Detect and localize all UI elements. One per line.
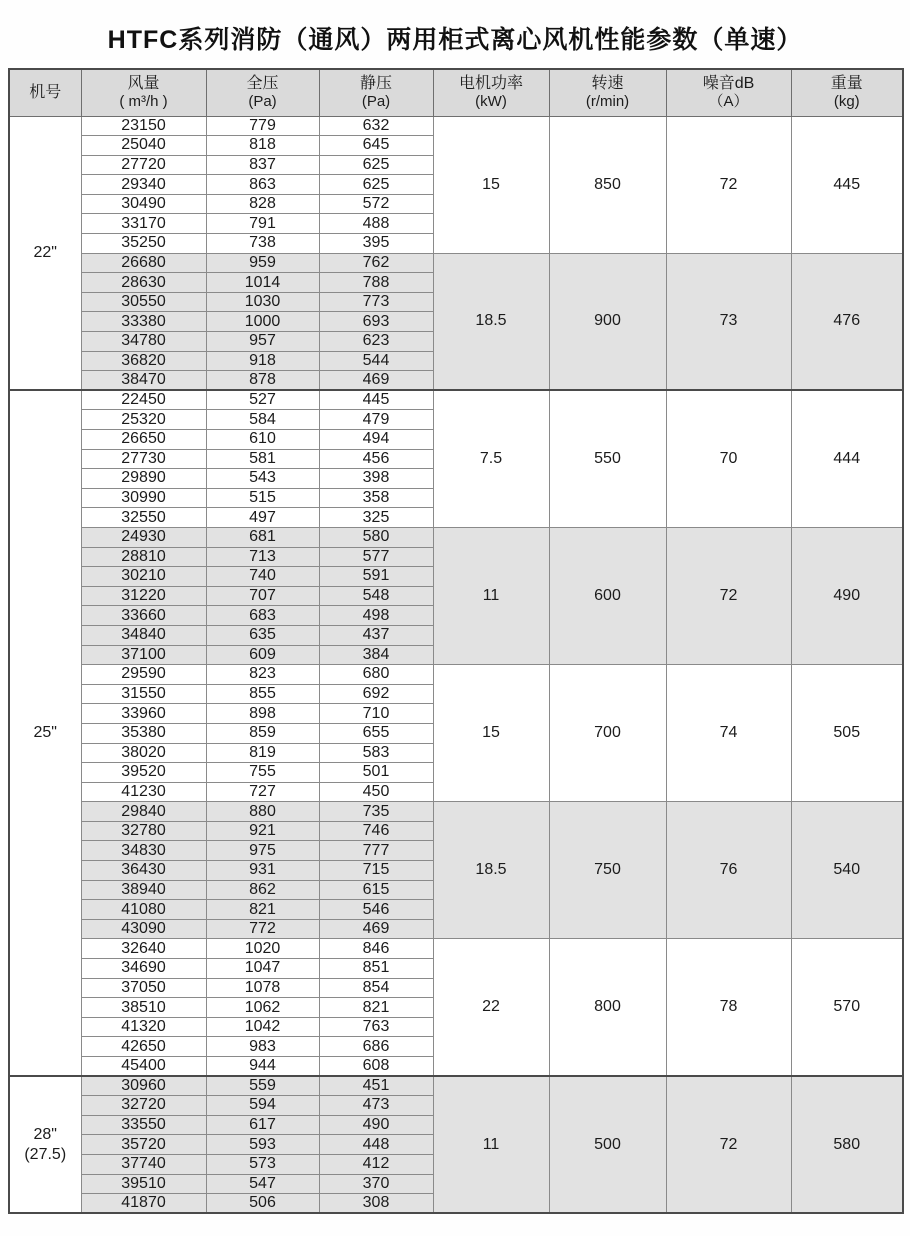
airflow-cell: 35720 xyxy=(81,1135,206,1155)
airflow-cell: 30490 xyxy=(81,194,206,214)
total-pressure-cell: 828 xyxy=(206,194,319,214)
header-row xyxy=(9,69,903,116)
airflow-cell: 29340 xyxy=(81,175,206,195)
table-row xyxy=(9,527,903,547)
total-pressure-cell: 755 xyxy=(206,763,319,783)
static-pressure-cell: 469 xyxy=(319,371,433,391)
model-label-line: 22" xyxy=(33,243,57,261)
page-title: HTFC系列消防（通风）两用柜式离心风机性能参数（单速） xyxy=(107,26,803,54)
power-cell: 15 xyxy=(433,116,549,253)
total-pressure-cell: 931 xyxy=(206,861,319,881)
column-header-total-pressure xyxy=(206,69,319,116)
airflow-cell: 29890 xyxy=(81,469,206,489)
table-row xyxy=(9,253,903,273)
static-pressure-cell: 632 xyxy=(319,116,433,136)
speed-cell: 850 xyxy=(549,116,666,253)
static-pressure-cell: 686 xyxy=(319,1037,433,1057)
column-header-static-pressure-unit: (Pa) xyxy=(361,93,391,111)
airflow-cell: 39520 xyxy=(81,763,206,783)
total-pressure-cell: 819 xyxy=(206,743,319,763)
airflow-cell: 30550 xyxy=(81,292,206,312)
column-header-weight-label: 重量 xyxy=(830,75,863,93)
airflow-cell: 41870 xyxy=(81,1194,206,1214)
total-pressure-cell: 957 xyxy=(206,332,319,352)
airflow-cell: 32780 xyxy=(81,821,206,841)
airflow-cell: 30960 xyxy=(81,1076,206,1096)
table-header xyxy=(9,69,903,116)
static-pressure-cell: 615 xyxy=(319,880,433,900)
airflow-cell: 24930 xyxy=(81,527,206,547)
airflow-cell: 36820 xyxy=(81,351,206,371)
static-pressure-cell: 715 xyxy=(319,861,433,881)
column-header-power-label: 电机功率 xyxy=(458,75,523,93)
column-header-model-label: 机号 xyxy=(29,84,62,102)
table-row xyxy=(9,665,903,685)
total-pressure-cell: 1020 xyxy=(206,939,319,959)
static-pressure-cell: 623 xyxy=(319,332,433,352)
total-pressure-cell: 959 xyxy=(206,253,319,273)
column-header-weight-unit: (kg) xyxy=(833,93,860,111)
total-pressure-cell: 983 xyxy=(206,1037,319,1057)
model-label-line: 25" xyxy=(33,724,57,742)
static-pressure-cell: 583 xyxy=(319,743,433,763)
weight-cell: 490 xyxy=(791,527,903,664)
airflow-cell: 35250 xyxy=(81,234,206,254)
total-pressure-cell: 584 xyxy=(206,410,319,430)
airflow-cell: 25320 xyxy=(81,410,206,430)
static-pressure-cell: 577 xyxy=(319,547,433,567)
static-pressure-cell: 548 xyxy=(319,586,433,606)
noise-cell: 73 xyxy=(666,253,791,390)
static-pressure-cell: 370 xyxy=(319,1174,433,1194)
noise-cell: 76 xyxy=(666,802,791,939)
airflow-cell: 36430 xyxy=(81,861,206,881)
airflow-cell: 27720 xyxy=(81,155,206,175)
airflow-cell: 29840 xyxy=(81,802,206,822)
airflow-cell: 25040 xyxy=(81,136,206,156)
static-pressure-cell: 625 xyxy=(319,175,433,195)
total-pressure-cell: 1078 xyxy=(206,978,319,998)
power-cell: 15 xyxy=(433,665,549,802)
power-cell: 7.5 xyxy=(433,390,549,527)
total-pressure-cell: 898 xyxy=(206,704,319,724)
total-pressure-cell: 821 xyxy=(206,900,319,920)
total-pressure-cell: 944 xyxy=(206,1057,319,1077)
static-pressure-cell: 608 xyxy=(319,1057,433,1077)
model-cell xyxy=(9,390,81,1076)
airflow-cell: 39510 xyxy=(81,1174,206,1194)
static-pressure-cell: 451 xyxy=(319,1076,433,1096)
airflow-cell: 31220 xyxy=(81,586,206,606)
static-pressure-cell: 488 xyxy=(319,214,433,234)
total-pressure-cell: 515 xyxy=(206,488,319,508)
static-pressure-cell: 777 xyxy=(319,841,433,861)
total-pressure-cell: 1062 xyxy=(206,998,319,1018)
column-header-speed xyxy=(549,69,666,116)
total-pressure-cell: 543 xyxy=(206,469,319,489)
total-pressure-cell: 863 xyxy=(206,175,319,195)
total-pressure-cell: 727 xyxy=(206,782,319,802)
airflow-cell: 23150 xyxy=(81,116,206,136)
speed-cell: 900 xyxy=(549,253,666,390)
total-pressure-cell: 527 xyxy=(206,390,319,410)
column-header-total-pressure-label: 全压 xyxy=(246,75,279,93)
static-pressure-cell: 448 xyxy=(319,1135,433,1155)
airflow-cell: 43090 xyxy=(81,919,206,939)
power-cell: 11 xyxy=(433,527,549,664)
airflow-cell: 35380 xyxy=(81,723,206,743)
static-pressure-cell: 494 xyxy=(319,430,433,450)
noise-cell: 70 xyxy=(666,390,791,527)
noise-cell: 74 xyxy=(666,665,791,802)
speed-cell: 750 xyxy=(549,802,666,939)
static-pressure-cell: 851 xyxy=(319,959,433,979)
noise-cell: 78 xyxy=(666,939,791,1076)
airflow-cell: 32720 xyxy=(81,1096,206,1116)
static-pressure-cell: 625 xyxy=(319,155,433,175)
total-pressure-cell: 779 xyxy=(206,116,319,136)
model-label-line: (27.5) xyxy=(24,1145,67,1163)
total-pressure-cell: 738 xyxy=(206,234,319,254)
static-pressure-cell: 854 xyxy=(319,978,433,998)
table-body xyxy=(9,116,903,1213)
total-pressure-cell: 862 xyxy=(206,880,319,900)
airflow-cell: 33660 xyxy=(81,606,206,626)
total-pressure-cell: 609 xyxy=(206,645,319,665)
total-pressure-cell: 547 xyxy=(206,1174,319,1194)
total-pressure-cell: 1047 xyxy=(206,959,319,979)
static-pressure-cell: 735 xyxy=(319,802,433,822)
total-pressure-cell: 581 xyxy=(206,449,319,469)
airflow-cell: 33170 xyxy=(81,214,206,234)
column-header-speed-unit: (r/min) xyxy=(585,93,630,111)
static-pressure-cell: 445 xyxy=(319,390,433,410)
static-pressure-cell: 762 xyxy=(319,253,433,273)
static-pressure-cell: 358 xyxy=(319,488,433,508)
airflow-cell: 33380 xyxy=(81,312,206,332)
static-pressure-cell: 580 xyxy=(319,527,433,547)
static-pressure-cell: 773 xyxy=(319,292,433,312)
static-pressure-cell: 821 xyxy=(319,998,433,1018)
table-row xyxy=(9,1076,903,1096)
total-pressure-cell: 918 xyxy=(206,351,319,371)
static-pressure-cell: 788 xyxy=(319,273,433,293)
static-pressure-cell: 498 xyxy=(319,606,433,626)
power-cell: 18.5 xyxy=(433,802,549,939)
noise-cell: 72 xyxy=(666,116,791,253)
column-header-power-unit: (kW) xyxy=(475,93,507,111)
airflow-cell: 45400 xyxy=(81,1057,206,1077)
static-pressure-cell: 325 xyxy=(319,508,433,528)
model-label-line: 28" xyxy=(33,1125,57,1143)
column-header-total-pressure-unit: (Pa) xyxy=(248,93,277,111)
static-pressure-cell: 308 xyxy=(319,1194,433,1214)
total-pressure-cell: 859 xyxy=(206,723,319,743)
static-pressure-cell: 412 xyxy=(319,1154,433,1174)
total-pressure-cell: 617 xyxy=(206,1115,319,1135)
static-pressure-cell: 710 xyxy=(319,704,433,724)
airflow-cell: 37740 xyxy=(81,1154,206,1174)
weight-cell: 580 xyxy=(791,1076,903,1213)
weight-cell: 505 xyxy=(791,665,903,802)
static-pressure-cell: 490 xyxy=(319,1115,433,1135)
total-pressure-cell: 1042 xyxy=(206,1017,319,1037)
airflow-cell: 33960 xyxy=(81,704,206,724)
power-cell: 18.5 xyxy=(433,253,549,390)
model-cell xyxy=(9,1076,81,1213)
column-header-noise-unit: （A） xyxy=(708,93,749,111)
airflow-cell: 33550 xyxy=(81,1115,206,1135)
airflow-cell: 26650 xyxy=(81,430,206,450)
airflow-cell: 30210 xyxy=(81,567,206,587)
total-pressure-cell: 791 xyxy=(206,214,319,234)
static-pressure-cell: 693 xyxy=(319,312,433,332)
total-pressure-cell: 573 xyxy=(206,1154,319,1174)
weight-cell: 445 xyxy=(791,116,903,253)
column-header-noise-label: 噪音dB xyxy=(702,75,755,93)
noise-cell: 72 xyxy=(666,1076,791,1213)
airflow-cell: 38510 xyxy=(81,998,206,1018)
airflow-cell: 29590 xyxy=(81,665,206,685)
total-pressure-cell: 683 xyxy=(206,606,319,626)
total-pressure-cell: 610 xyxy=(206,430,319,450)
static-pressure-cell: 763 xyxy=(319,1017,433,1037)
static-pressure-cell: 437 xyxy=(319,625,433,645)
total-pressure-cell: 921 xyxy=(206,821,319,841)
airflow-cell: 34840 xyxy=(81,625,206,645)
airflow-cell: 41080 xyxy=(81,900,206,920)
total-pressure-cell: 506 xyxy=(206,1194,319,1214)
total-pressure-cell: 593 xyxy=(206,1135,319,1155)
model-cell xyxy=(9,116,81,390)
airflow-cell: 34780 xyxy=(81,332,206,352)
airflow-cell: 31550 xyxy=(81,684,206,704)
airflow-cell: 34830 xyxy=(81,841,206,861)
total-pressure-cell: 975 xyxy=(206,841,319,861)
static-pressure-cell: 546 xyxy=(319,900,433,920)
table-row xyxy=(9,939,903,959)
total-pressure-cell: 878 xyxy=(206,371,319,391)
total-pressure-cell: 635 xyxy=(206,625,319,645)
static-pressure-cell: 655 xyxy=(319,723,433,743)
column-header-noise xyxy=(666,69,791,116)
static-pressure-cell: 572 xyxy=(319,194,433,214)
total-pressure-cell: 772 xyxy=(206,919,319,939)
airflow-cell: 41230 xyxy=(81,782,206,802)
speed-cell: 700 xyxy=(549,665,666,802)
static-pressure-cell: 746 xyxy=(319,821,433,841)
airflow-cell: 32640 xyxy=(81,939,206,959)
static-pressure-cell: 846 xyxy=(319,939,433,959)
static-pressure-cell: 692 xyxy=(319,684,433,704)
column-header-power xyxy=(433,69,549,116)
static-pressure-cell: 479 xyxy=(319,410,433,430)
airflow-cell: 28810 xyxy=(81,547,206,567)
total-pressure-cell: 740 xyxy=(206,567,319,587)
table-row xyxy=(9,390,903,410)
static-pressure-cell: 680 xyxy=(319,665,433,685)
total-pressure-cell: 1014 xyxy=(206,273,319,293)
static-pressure-cell: 473 xyxy=(319,1096,433,1116)
total-pressure-cell: 559 xyxy=(206,1076,319,1096)
total-pressure-cell: 1030 xyxy=(206,292,319,312)
total-pressure-cell: 713 xyxy=(206,547,319,567)
total-pressure-cell: 594 xyxy=(206,1096,319,1116)
static-pressure-cell: 645 xyxy=(319,136,433,156)
airflow-cell: 26680 xyxy=(81,253,206,273)
total-pressure-cell: 837 xyxy=(206,155,319,175)
static-pressure-cell: 591 xyxy=(319,567,433,587)
table-row xyxy=(9,802,903,822)
column-header-speed-label: 转速 xyxy=(591,75,624,93)
weight-cell: 570 xyxy=(791,939,903,1076)
column-header-weight xyxy=(791,69,903,116)
airflow-cell: 22450 xyxy=(81,390,206,410)
airflow-cell: 42650 xyxy=(81,1037,206,1057)
fan-performance-table xyxy=(8,68,904,1214)
power-cell: 11 xyxy=(433,1076,549,1213)
airflow-cell: 38020 xyxy=(81,743,206,763)
power-cell: 22 xyxy=(433,939,549,1076)
airflow-cell: 38470 xyxy=(81,371,206,391)
weight-cell: 540 xyxy=(791,802,903,939)
total-pressure-cell: 823 xyxy=(206,665,319,685)
column-header-static-pressure-label: 静压 xyxy=(359,75,392,93)
total-pressure-cell: 707 xyxy=(206,586,319,606)
total-pressure-cell: 880 xyxy=(206,802,319,822)
table-row xyxy=(9,116,903,136)
total-pressure-cell: 681 xyxy=(206,527,319,547)
column-header-static-pressure xyxy=(319,69,433,116)
column-header-airflow xyxy=(81,69,206,116)
total-pressure-cell: 855 xyxy=(206,684,319,704)
total-pressure-cell: 818 xyxy=(206,136,319,156)
static-pressure-cell: 544 xyxy=(319,351,433,371)
airflow-cell: 37050 xyxy=(81,978,206,998)
noise-cell: 72 xyxy=(666,527,791,664)
static-pressure-cell: 456 xyxy=(319,449,433,469)
static-pressure-cell: 450 xyxy=(319,782,433,802)
speed-cell: 800 xyxy=(549,939,666,1076)
column-header-model xyxy=(9,69,81,116)
airflow-cell: 32550 xyxy=(81,508,206,528)
weight-cell: 476 xyxy=(791,253,903,390)
speed-cell: 500 xyxy=(549,1076,666,1213)
total-pressure-cell: 1000 xyxy=(206,312,319,332)
static-pressure-cell: 395 xyxy=(319,234,433,254)
airflow-cell: 30990 xyxy=(81,488,206,508)
airflow-cell: 28630 xyxy=(81,273,206,293)
airflow-cell: 41320 xyxy=(81,1017,206,1037)
total-pressure-cell: 497 xyxy=(206,508,319,528)
static-pressure-cell: 384 xyxy=(319,645,433,665)
weight-cell: 444 xyxy=(791,390,903,527)
airflow-cell: 38940 xyxy=(81,880,206,900)
airflow-cell: 27730 xyxy=(81,449,206,469)
static-pressure-cell: 501 xyxy=(319,763,433,783)
static-pressure-cell: 398 xyxy=(319,469,433,489)
static-pressure-cell: 469 xyxy=(319,919,433,939)
airflow-cell: 37100 xyxy=(81,645,206,665)
airflow-cell: 34690 xyxy=(81,959,206,979)
speed-cell: 550 xyxy=(549,390,666,527)
column-header-airflow-unit: ( m³/h ) xyxy=(119,93,168,111)
speed-cell: 600 xyxy=(549,527,666,664)
column-header-airflow-label: 风量 xyxy=(127,75,160,93)
